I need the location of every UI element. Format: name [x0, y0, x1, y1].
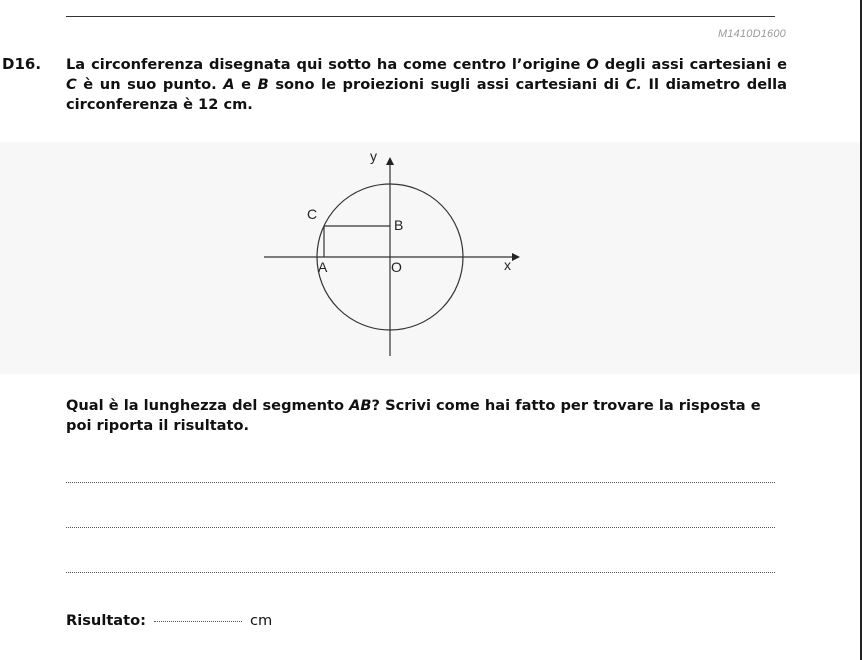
- answer-line[interactable]: [66, 572, 775, 573]
- question-number: D16.: [2, 55, 42, 73]
- result-label: Risultato:: [66, 612, 146, 629]
- point-b-label: B: [394, 217, 404, 233]
- result-unit: cm: [249, 612, 273, 629]
- question-prompt: Qual è la lunghezza del segmento AB? Scrivi come hai fatto per trovare la risposta e poi riporta il risultato.: [66, 397, 761, 434]
- x-axis-arrow: [512, 253, 520, 261]
- answer-line[interactable]: [66, 527, 775, 528]
- point-a-label: A: [318, 259, 328, 275]
- circle-figure: [250, 140, 540, 370]
- result-input[interactable]: [154, 621, 242, 622]
- item-code: M1410D1600: [717, 28, 786, 40]
- result-row: [66, 612, 272, 629]
- y-axis-label: y: [370, 148, 377, 164]
- header-rule: [66, 16, 775, 17]
- question-stem: La circonferenza disegnata qui sotto ha come centro l’origine O degli assi cartesiani e C è un suo punto. A e B sono le proiezioni sugli assi cartesiani di C. Il diametro della circonferenza è 12 cm.: [66, 56, 787, 113]
- answer-line[interactable]: [66, 482, 775, 483]
- origin-label: O: [391, 259, 402, 275]
- point-c-label: C: [307, 206, 318, 222]
- x-axis-label: x: [504, 257, 511, 273]
- y-axis-arrow: [386, 157, 394, 165]
